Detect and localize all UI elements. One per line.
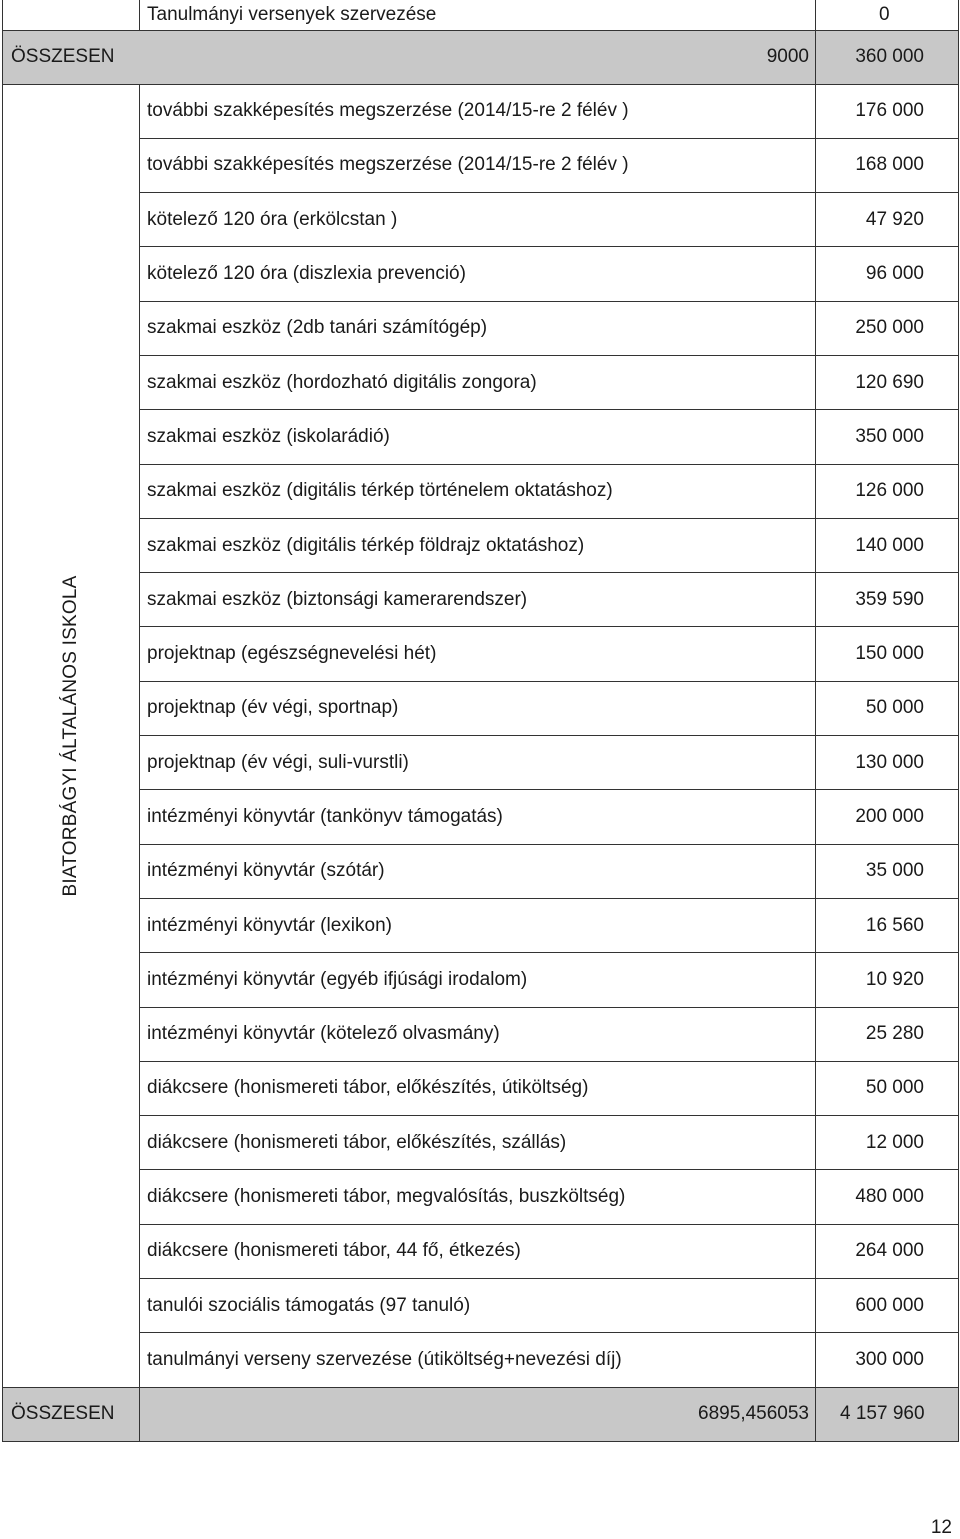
- row-label: diákcsere (honismereti tábor, megvalósítás, buszköltség): [140, 1170, 816, 1224]
- total-qty: 6895,456053: [140, 1387, 816, 1441]
- table-row: [3, 193, 959, 247]
- page-number: 12: [930, 1517, 952, 1538]
- table-row: [3, 1116, 959, 1170]
- row-value: 16 560: [816, 898, 959, 952]
- table-row: [3, 844, 959, 898]
- row-value: 25 280: [816, 1007, 959, 1061]
- total-label: ÖSSZESEN: [3, 1387, 140, 1441]
- row-value: 96 000: [816, 247, 959, 301]
- row-label: tanulói szociális támogatás (97 tanuló): [140, 1279, 816, 1333]
- table-row: [3, 898, 959, 952]
- table-row: [3, 1279, 959, 1333]
- table-row: [3, 464, 959, 518]
- row-label: szakmai eszköz (digitális térkép földrajz oktatáshoz): [140, 518, 816, 572]
- table-row: [3, 247, 959, 301]
- table-row: [3, 1333, 959, 1387]
- row-value: 10 920: [816, 953, 959, 1007]
- table-row: [3, 138, 959, 192]
- table-row-top: [3, 0, 959, 30]
- row-label: kötelező 120 óra (diszlexia prevenció): [140, 247, 816, 301]
- row-label: szakmai eszköz (biztonsági kamerarendszer): [140, 573, 816, 627]
- row-label: szakmai eszköz (iskolarádió): [140, 410, 816, 464]
- row-label: további szakképesítés megszerzése (2014/15-re 2 félév ): [140, 138, 816, 192]
- table-row: [3, 573, 959, 627]
- row-value: 0: [816, 0, 959, 30]
- row-label: intézményi könyvtár (szótár): [140, 844, 816, 898]
- school-name-cell: [3, 84, 140, 1387]
- table-row: [3, 1007, 959, 1061]
- row-value: 350 000: [816, 410, 959, 464]
- table-row: [3, 1224, 959, 1278]
- empty-cell: [3, 0, 140, 30]
- table-row: [3, 84, 959, 138]
- row-label: intézményi könyvtár (lexikon): [140, 898, 816, 952]
- row-label: diákcsere (honismereti tábor, előkészítés, útiköltség): [140, 1061, 816, 1115]
- row-label: intézményi könyvtár (egyéb ifjúsági irodalom): [140, 953, 816, 1007]
- row-value: 300 000: [816, 1333, 959, 1387]
- table-row: [3, 355, 959, 409]
- row-value: 176 000: [816, 84, 959, 138]
- total-qty: 9000: [766, 46, 809, 67]
- row-value: 600 000: [816, 1279, 959, 1333]
- row-value: 130 000: [816, 736, 959, 790]
- total-row-1: [3, 30, 959, 84]
- table-row: [3, 1170, 959, 1224]
- table-row: [3, 627, 959, 681]
- budget-table: [2, 0, 959, 1442]
- row-label: szakmai eszköz (digitális térkép történelem oktatáshoz): [140, 464, 816, 518]
- table-row: [3, 301, 959, 355]
- table-row: [3, 790, 959, 844]
- row-label: projektnap (év végi, sportnap): [140, 681, 816, 735]
- row-label: projektnap (egészségnevelési hét): [140, 627, 816, 681]
- total-row-2: [3, 1387, 959, 1441]
- total-label: ÖSSZESEN: [11, 46, 115, 67]
- row-label: szakmai eszköz (hordozható digitális zongora): [140, 355, 816, 409]
- row-label: további szakképesítés megszerzése (2014/15-re 2 félév ): [140, 84, 816, 138]
- row-value: 47 920: [816, 193, 959, 247]
- row-label: tanulmányi verseny szervezése (útiköltség+nevezési díj): [140, 1333, 816, 1387]
- row-label: szakmai eszköz (2db tanári számítógép): [140, 301, 816, 355]
- table-row: [3, 1061, 959, 1115]
- table-row: [3, 518, 959, 572]
- table-row: [3, 953, 959, 1007]
- total-value: 360 000: [816, 30, 959, 84]
- row-label: intézményi könyvtár (kötelező olvasmány): [140, 1007, 816, 1061]
- total-row-1-cell: [3, 30, 816, 84]
- row-value: 140 000: [816, 518, 959, 572]
- row-value: 359 590: [816, 573, 959, 627]
- row-value: 120 690: [816, 355, 959, 409]
- table-row: [3, 736, 959, 790]
- row-value: 264 000: [816, 1224, 959, 1278]
- total-value: 4 157 960: [816, 1387, 959, 1441]
- row-value: 12 000: [816, 1116, 959, 1170]
- row-label: projektnap (év végi, suli-vurstli): [140, 736, 816, 790]
- row-value: 50 000: [816, 681, 959, 735]
- table-row: [3, 410, 959, 464]
- row-value: 35 000: [816, 844, 959, 898]
- row-value: 250 000: [816, 301, 959, 355]
- row-label: kötelező 120 óra (erkölcstan ): [140, 193, 816, 247]
- row-label: intézményi könyvtár (tankönyv támogatás): [140, 790, 816, 844]
- row-value: 480 000: [816, 1170, 959, 1224]
- row-value: 200 000: [816, 790, 959, 844]
- row-label: diákcsere (honismereti tábor, előkészítés, szállás): [140, 1116, 816, 1170]
- row-value: 150 000: [816, 627, 959, 681]
- school-name: BIATORBÁGYI ÁLTALÁNOS ISKOLA: [60, 575, 81, 897]
- row-value: 168 000: [816, 138, 959, 192]
- row-value: 126 000: [816, 464, 959, 518]
- row-label: Tanulmányi versenyek szervezése: [140, 0, 816, 30]
- row-value: 50 000: [816, 1061, 959, 1115]
- row-label: diákcsere (honismereti tábor, 44 fő, étkezés): [140, 1224, 816, 1278]
- table-row: [3, 681, 959, 735]
